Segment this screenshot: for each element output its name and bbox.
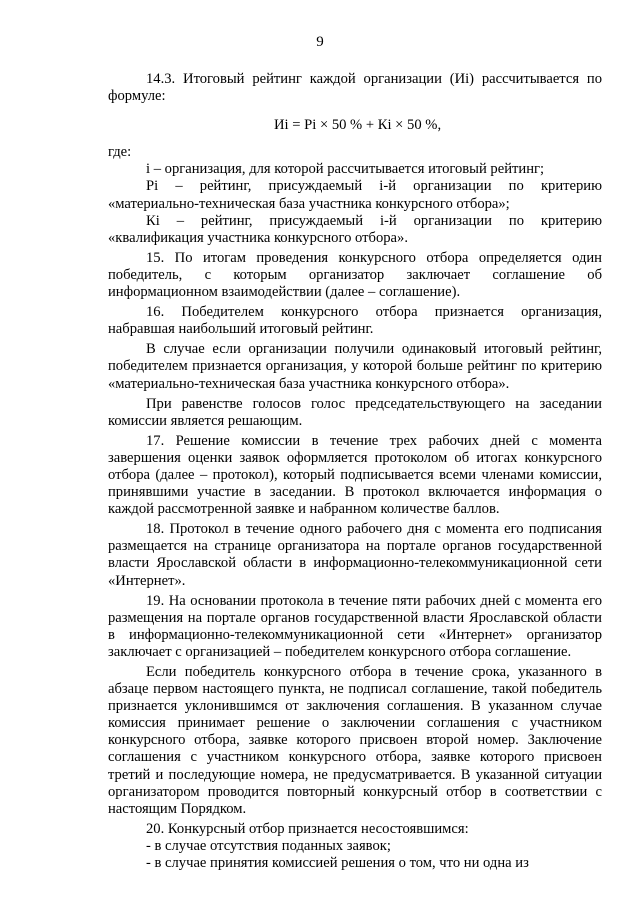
definition-p: Рi – рейтинг, присуждаемый i-й организации по критерию «материально-техническая база участника конкурсного отбора»; [108, 178, 602, 212]
paragraph-14-3: 14.3. Итоговый рейтинг каждой организации (Иi) рассчитывается по формуле: [108, 71, 602, 105]
paragraph-20-item-no-applications: - в случае отсутствия поданных заявок; [146, 837, 391, 854]
paragraph-20: 20. Конкурсный отбор признается несостоявшимся: [146, 820, 469, 837]
document-body [108, 71, 602, 872]
paragraph-18: 18. Протокол в течение одного рабочего дня с момента его подписания размещается на странице организатора на портале органов государственной власти Ярославской области в информационно-телекоммуникационной сети «Интернет». [108, 521, 602, 589]
page-number: 9 [316, 34, 324, 50]
paragraph-15: 15. По итогам проведения конкурсного отбора определяется один победитель, с которым организатор заключает соглашение об информационном взаимодействии (далее – соглашение). [108, 249, 602, 301]
paragraph-20-item-commission-decision: - в случае принятия комиссией решения о том, что ни одна из [146, 855, 529, 872]
paragraph-16: 16. Победителем конкурсного отбора признается организация, набравшая наибольший итоговый рейтинг. [108, 304, 602, 338]
where-label: где: [108, 144, 132, 161]
definition-k: Кi – рейтинг, присуждаемый i-й организации по критерию «квалификация участника конкурсного отбора». [108, 212, 602, 246]
paragraph-16-casting-vote: При равенстве голосов голос председательствующего на заседании комиссии является решающим. [108, 395, 602, 429]
paragraph-19-evasion: Если победитель конкурсного отбора в течение срока, указанного в абзаце первом настоящего пункта, не подписал соглашение, такой победитель признается уклонившимся от заключения соглашения. В указанном случае комиссия принимает решение о заключении соглашения с участником конкурсного отбора, заявке которого присвоен второй номер. Заключение соглашения с участником конкурсного отбора, заявке которого присвоен третий и последующие номера, не предусматривается. В указанной ситуации организатором проводится повторный конкурсный отбор в соответствии с настоящим Порядком. [108, 664, 602, 817]
paragraph-17: 17. Решение комиссии в течение трех рабочих дней с момента завершения оценки заявок оформляется протоколом об итогах конкурсного отбора (далее – протокол), который подписывается всеми членами комиссии, принявшими участие в заседании. В протокол включается информация о каждой рассмотренной заявке и набранном количестве баллов. [108, 432, 602, 518]
definition-i: i – организация, для которой рассчитывается итоговый рейтинг; [146, 161, 545, 178]
rating-formula: Иi = Рi × 50 % + Кi × 50 %, [274, 117, 442, 134]
paragraph-16-equal-rating: В случае если организации получили одинаковый итоговый рейтинг, победителем признается организация, у которой больше рейтинг по критерию «материально-техническая база участника конкурсного отбора». [108, 341, 602, 392]
paragraph-19: 19. На основании протокола в течение пяти рабочих дней с момента его размещения на портале органов государственной власти Ярославской области в информационно-телекоммуникационной сети «Интернет» организатор заключает с организацией – победителем конкурсного отбора соглашение. [108, 592, 602, 660]
